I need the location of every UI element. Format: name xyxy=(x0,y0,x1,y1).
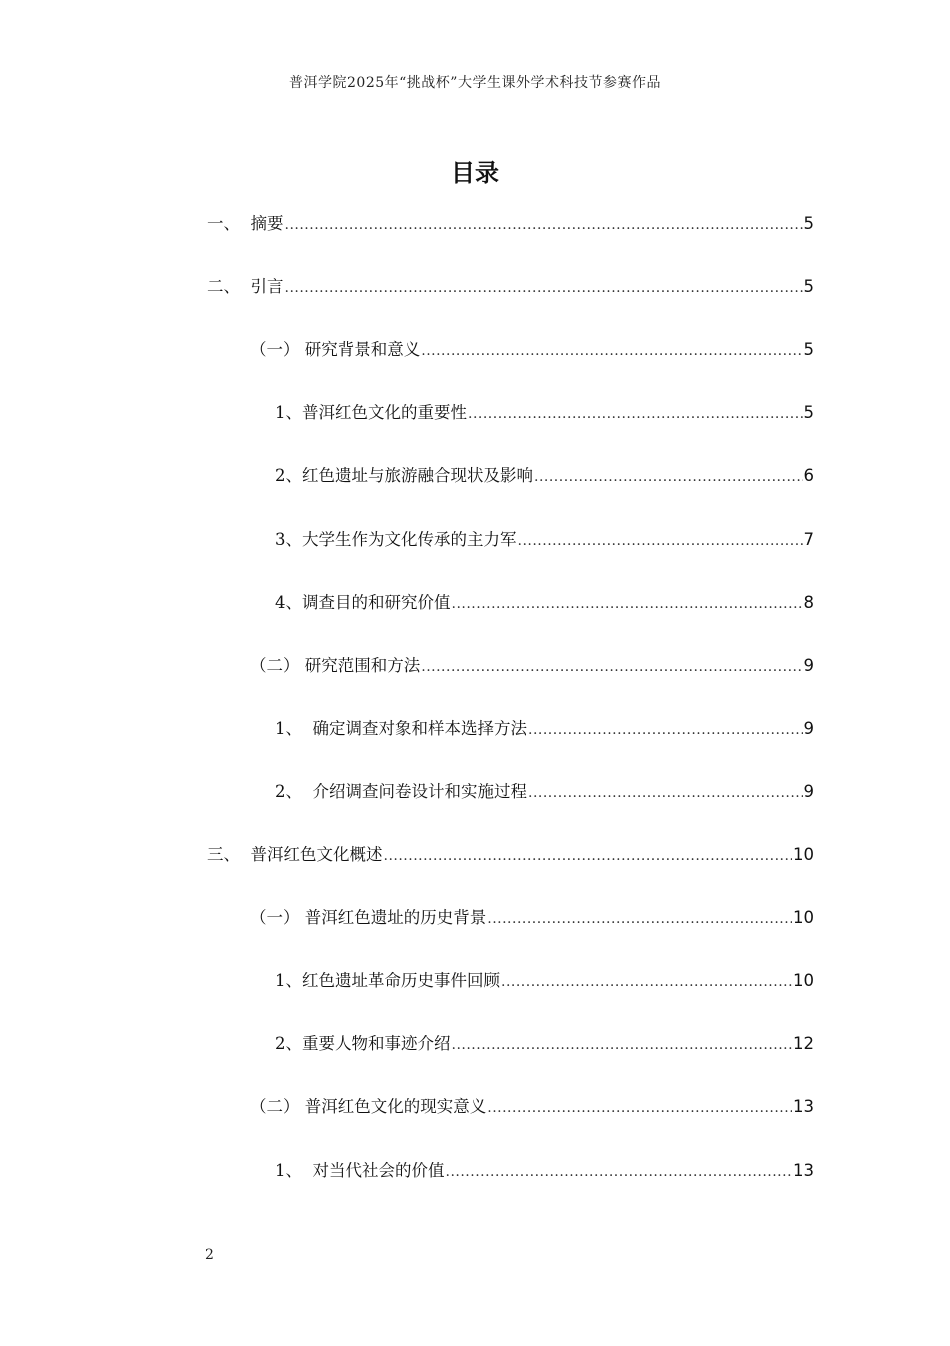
toc-entry-title: 大学生作为文化传承的主力军 xyxy=(302,529,517,549)
running-header: 普洱学院2025年“挑战杯”大学生课外学术科技节参赛作品 xyxy=(289,75,661,91)
toc-dot-leader xyxy=(452,1036,793,1054)
toc-entry-page: 7 xyxy=(803,529,814,549)
toc-entry-title: 研究背景和意义 xyxy=(304,340,421,360)
toc-entry-page: 6 xyxy=(803,466,814,486)
toc-entry-page: 5 xyxy=(803,214,814,234)
toc-entry-number: 1、 xyxy=(275,971,302,991)
toc-dot-leader xyxy=(501,973,792,991)
toc-entry[interactable] xyxy=(207,520,814,583)
toc-entry-title: 引言 xyxy=(250,277,284,297)
toc-entry-number: 1、 xyxy=(275,1160,313,1180)
toc-entry[interactable] xyxy=(207,268,814,331)
toc-entry-title: 介绍调查问卷设计和实施过程 xyxy=(312,781,527,801)
toc-dot-leader xyxy=(421,342,802,360)
toc-dot-leader xyxy=(487,1099,792,1117)
toc-entry-title: 红色遗址革命历史事件回顾 xyxy=(302,971,500,991)
toc-dot-leader xyxy=(285,279,803,297)
toc-entry[interactable] xyxy=(207,1151,814,1214)
toc-entry[interactable] xyxy=(207,962,814,1025)
toc-entry-number: 2、 xyxy=(275,1034,302,1054)
toc-entry[interactable] xyxy=(207,584,814,647)
toc-entry-page: 5 xyxy=(803,403,814,423)
toc-entry[interactable] xyxy=(207,899,814,962)
toc-entry-page: 10 xyxy=(793,971,814,991)
toc-dot-leader xyxy=(421,658,802,676)
toc-entry-page: 5 xyxy=(803,277,814,297)
toc-entry-title: 红色遗址与旅游融合现状及影响 xyxy=(302,466,533,486)
toc-entry-title: 研究范围和方法 xyxy=(304,655,421,675)
toc-entry-title: 普洱红色遗址的历史背景 xyxy=(304,908,487,928)
toc-title: 目录 xyxy=(451,159,499,187)
toc-entry-page: 9 xyxy=(803,655,814,675)
toc-dot-leader xyxy=(452,595,803,613)
toc-entry[interactable] xyxy=(207,647,814,710)
toc-entry-title: 对当代社会的价值 xyxy=(312,1160,445,1180)
toc-entry[interactable] xyxy=(207,710,814,773)
toc-entry-page: 10 xyxy=(793,908,814,928)
toc-entry-page: 13 xyxy=(793,1160,814,1180)
toc-entry-page: 5 xyxy=(803,340,814,360)
toc-entry-page: 8 xyxy=(803,592,814,612)
toc-dot-leader xyxy=(285,216,803,234)
toc-dot-leader xyxy=(528,784,803,802)
toc-dot-leader xyxy=(518,532,803,550)
toc-dot-leader xyxy=(487,910,792,928)
toc-entry-number: 2、 xyxy=(275,466,302,486)
toc-entry[interactable] xyxy=(207,773,814,836)
toc-entry-number: （二） xyxy=(250,1097,305,1117)
toc-entry-number: 三、 xyxy=(207,845,251,865)
toc-entry-page: 13 xyxy=(793,1097,814,1117)
toc-entry-number: 3、 xyxy=(275,529,302,549)
toc-entry-title: 重要人物和事迹介绍 xyxy=(302,1034,451,1054)
toc-entry-page: 9 xyxy=(803,781,814,801)
toc-entry-number: （一） xyxy=(250,340,305,360)
toc-entry-page: 9 xyxy=(803,718,814,738)
toc-dot-leader xyxy=(384,847,793,865)
toc-entry[interactable] xyxy=(207,394,814,457)
toc-entry-title: 摘要 xyxy=(250,214,284,234)
toc-entry-title: 确定调查对象和样本选择方法 xyxy=(312,718,527,738)
toc-entry[interactable] xyxy=(207,205,814,268)
toc-entry[interactable] xyxy=(207,1088,814,1151)
toc-entry[interactable] xyxy=(207,836,814,899)
page-number: 2 xyxy=(205,1247,214,1263)
toc-dot-leader xyxy=(446,1163,793,1181)
toc-entry-number: （二） xyxy=(250,655,305,675)
toc-dot-leader xyxy=(534,468,803,486)
toc-entry-title: 普洱红色文化概述 xyxy=(250,845,383,865)
toc-entry-title: 普洱红色文化的现实意义 xyxy=(304,1097,487,1117)
toc-entry-number: 4、 xyxy=(275,592,302,612)
toc-entry-number: （一） xyxy=(250,908,305,928)
toc-entry-page: 12 xyxy=(793,1034,814,1054)
toc-entry-number: 一、 xyxy=(207,214,251,234)
toc-entry[interactable] xyxy=(207,457,814,520)
toc-dot-leader xyxy=(468,405,803,423)
toc-entry-number: 1、 xyxy=(275,718,313,738)
toc-entry-number: 2、 xyxy=(275,781,313,801)
table-of-contents xyxy=(207,205,814,1215)
toc-entry-page: 10 xyxy=(793,845,814,865)
toc-entry-title: 调查目的和研究价值 xyxy=(302,592,451,612)
toc-entry[interactable] xyxy=(207,1025,814,1088)
toc-entry-number: 1、 xyxy=(275,403,302,423)
toc-entry-number: 二、 xyxy=(207,277,251,297)
toc-entry-title: 普洱红色文化的重要性 xyxy=(302,403,467,423)
toc-entry[interactable] xyxy=(207,331,814,394)
toc-dot-leader xyxy=(528,721,803,739)
